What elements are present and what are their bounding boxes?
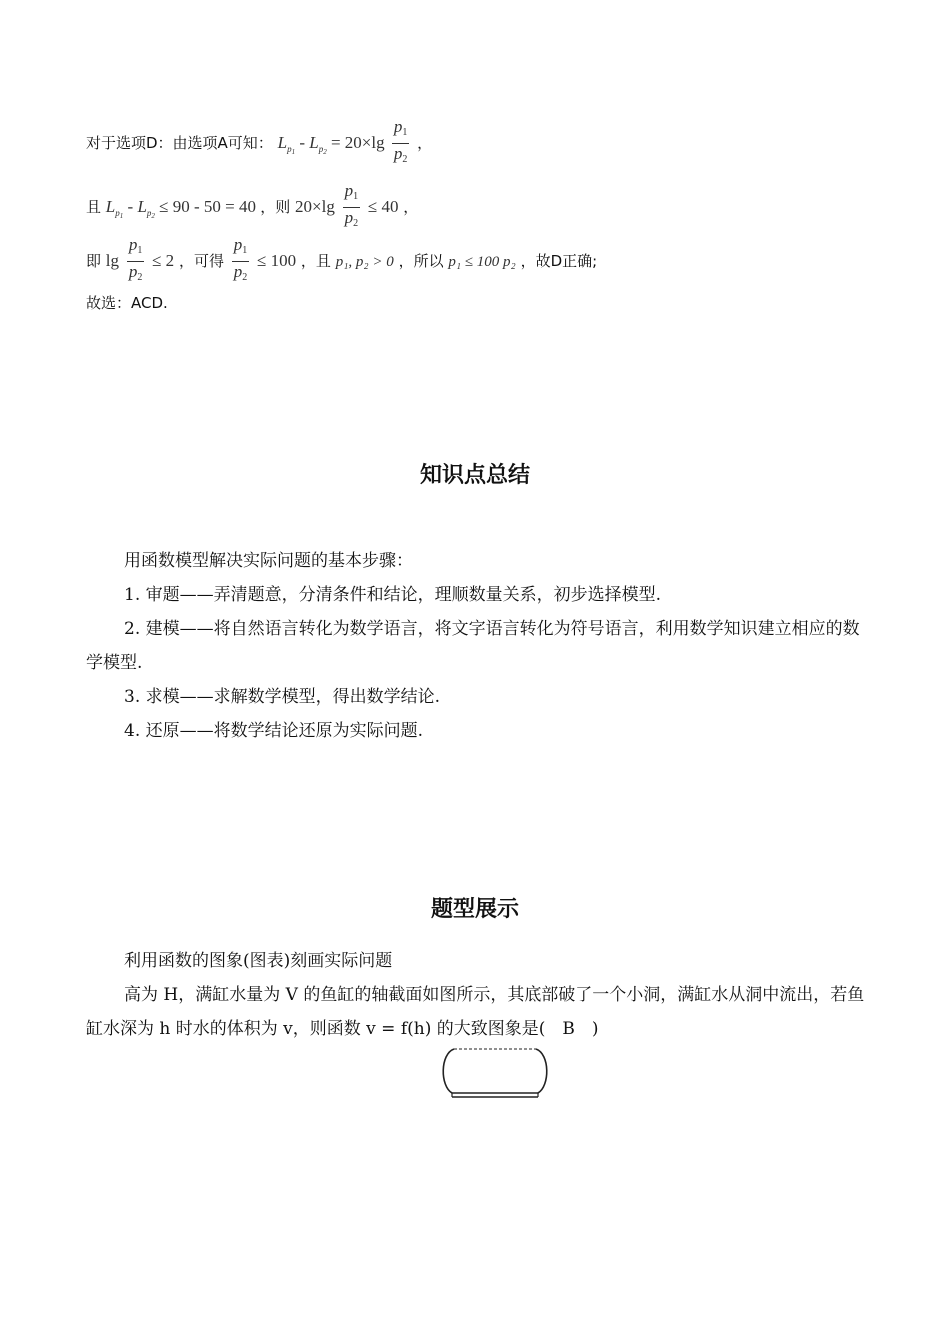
line1-comma: ， (417, 134, 433, 152)
line3-can: ，可得 (178, 252, 224, 270)
line1-label: 对于选项D：由选项A可知： (86, 134, 273, 152)
formula-le-40: ≤ 40 (367, 197, 399, 216)
solution-line-1 (86, 118, 870, 168)
line2-comma: ， (403, 198, 419, 216)
fraction-p1-p2-3: $\frac{p1}{p2}$ (128, 235, 143, 283)
line3-so: ，所以 (398, 252, 444, 270)
tank-right-wall (536, 1049, 547, 1093)
summary-step-2: 2. 建模——将自然语言转化为数学语言，将文字语言转化为符号语言，利用数学知识建立相应的数学模型. (86, 619, 860, 673)
formula-positive: p₁, p₂ > 0 (335, 254, 394, 270)
summary-title: 知识点总结 (419, 462, 530, 488)
tank-left-wall (443, 1049, 454, 1093)
fraction-p1-p2: $\frac{p1}{p2}$ (393, 117, 408, 165)
fish-tank-figure (440, 1046, 550, 1102)
line2-label: 且 (86, 198, 102, 216)
line3-label: 即 (86, 252, 102, 270)
formula-lg: lg (105, 251, 120, 270)
formula-result: p₁ ≤ 100 p₂ (448, 254, 516, 270)
examples-title: 题型展示 (430, 896, 519, 922)
solution-line-2 (86, 182, 870, 232)
formula-le-100: ≤ 100 (257, 251, 297, 270)
examples-subtitle: 利用函数的图象(图表)刻画实际问题 (124, 951, 393, 971)
solution-answer: 故选：ACD. (86, 294, 168, 312)
summary-step-4: 4. 还原——将数学结论还原为实际问题. (124, 721, 424, 741)
examples-question: 高为 H，满缸水量为 V 的鱼缸的轴截面如图所示，其底部破了一个小洞，满缸水从洞中流出，若鱼缸水深为 h 时水的体积为 v，则函数 v = f(h) 的大致图象是( B ) (86, 985, 865, 1039)
fraction-p1-p2-2: $\frac{p1}{p2}$ (344, 181, 359, 229)
line3-end: ，故D正确; (520, 252, 598, 270)
solution-line-3 (86, 236, 870, 286)
line2-then: ，则 (260, 198, 291, 216)
line3-and: ，且 (300, 252, 331, 270)
formula-lp-bound: $L_{p_1} - L_{p_2} \le 90 - 50 = 40$ (105, 197, 256, 220)
formula-20lg: 20×lg (295, 197, 335, 216)
formula-lp-diff: $L_{p_1} - L_{p_2} = 20\times\lg$ (277, 133, 385, 156)
summary-step-1: 1. 审题——弄清题意，分清条件和结论，理顺数量关系，初步选择模型. (124, 585, 662, 605)
summary-step-3: 3. 求模——求解数学模型，得出数学结论. (124, 687, 441, 707)
formula-le-2: ≤ 2 (152, 251, 175, 270)
summary-intro: 用函数模型解决实际问题的基本步骤： (124, 551, 413, 571)
fraction-p1-p2-4: $\frac{p1}{p2}$ (233, 235, 248, 283)
